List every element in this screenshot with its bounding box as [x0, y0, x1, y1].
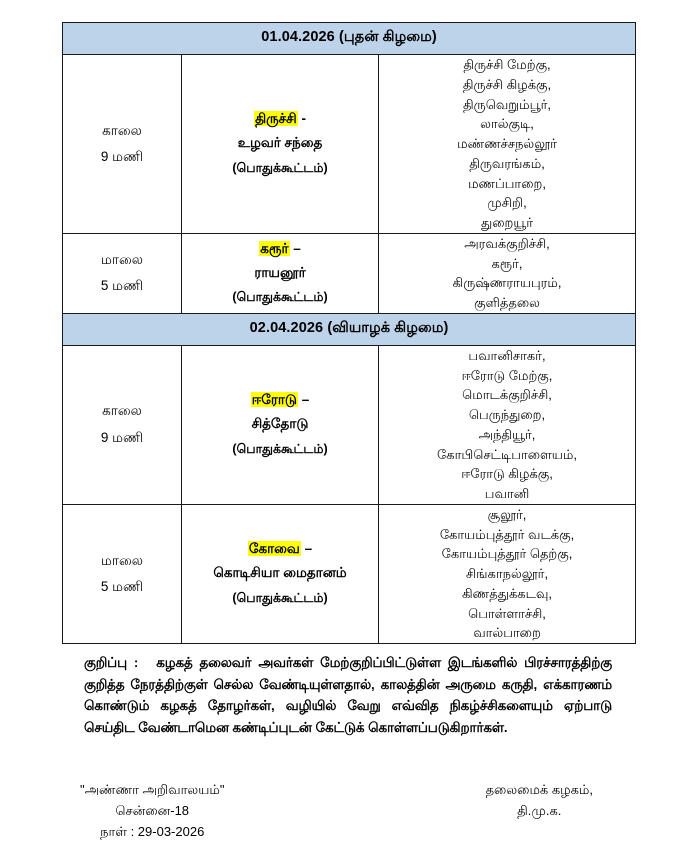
footer-building-name: "அண்ணா அறிவாலயம்" [80, 782, 225, 797]
table-row [63, 233, 636, 313]
venue-city-highlight: திருச்சி [255, 111, 297, 127]
constituency-item: திருவெறும்பூர், [463, 96, 552, 112]
venue-cell [182, 345, 379, 504]
constituency-item: பொள்ளாச்சி, [468, 605, 546, 621]
venue-city-line [182, 109, 378, 130]
venue-cell [182, 233, 379, 313]
constituency-item: மொடக்குறிச்சி, [462, 387, 552, 403]
venue-city-highlight: கோவை [248, 541, 300, 557]
footer-party-name: தி.மு.க. [517, 802, 562, 818]
schedule-table-body [63, 23, 636, 644]
time-period: மாலை [101, 251, 143, 267]
date-header-cell: 01.04.2026 (புதன் கிழமை) [63, 23, 636, 55]
table-row [63, 55, 636, 234]
venue-city-highlight: ஈரோடு [251, 392, 297, 408]
venue-meeting-type: (பொதுக்கூட்டம்) [232, 161, 328, 176]
constituency-item: திருச்சி கிழக்கு, [462, 76, 552, 92]
venue-city-line [182, 239, 378, 260]
footer-city: சென்னை-18 [115, 802, 190, 818]
campaign-schedule-table [62, 22, 636, 644]
constituency-item: அரவக்குறிச்சி, [464, 235, 550, 251]
document-footer [62, 780, 635, 842]
date-header-cell: 02.04.2026 (வியாழக் கிழமை) [63, 313, 636, 345]
venue-meeting-type: (பொதுக்கூட்டம்) [232, 290, 328, 305]
constituency-item: பவானிசாகர், [468, 347, 546, 363]
venue-meeting-type: (பொதுக்கூட்டம்) [232, 591, 328, 606]
venue-dash: – [297, 392, 310, 408]
constituency-item: கிணத்துக்கடவு, [462, 585, 552, 601]
venue-city-line [182, 539, 378, 560]
footer-org-block [486, 780, 635, 822]
venue-dash: - [297, 111, 306, 127]
venue-place: ராயனூர் [254, 264, 306, 280]
venue-cell [182, 504, 379, 643]
constituency-item: குளித்தலை [474, 295, 540, 310]
constituency-item: திருச்சி மேற்கு, [463, 57, 551, 72]
table-row [63, 504, 636, 643]
time-period: மாலை [101, 552, 143, 568]
time-cell [63, 233, 182, 313]
constituency-item: முசிறி, [487, 195, 527, 211]
table-row [63, 345, 636, 504]
constituency-item: கிருஷ்ணராயபுரம், [452, 275, 562, 291]
constituency-item: கரூர், [491, 255, 523, 271]
constituency-item: ஈரோடு மேற்கு, [461, 367, 553, 383]
constituency-item: லால்குடி, [480, 116, 534, 132]
venue-city-highlight: கரூர் [260, 240, 289, 256]
time-cell [63, 55, 182, 234]
venue-place: சித்தோடு [251, 416, 309, 432]
constituency-item: பவானி [484, 486, 530, 501]
constituency-item: சூலூர், [487, 506, 527, 522]
constituency-item: வால்பாறை [473, 625, 541, 641]
constituency-item: மணப்பாறை, [468, 175, 546, 191]
constituency-item: அந்தியூர், [478, 426, 536, 442]
footer-headquarters: தலைமைக் கழகம், [485, 782, 593, 797]
time-cell [63, 345, 182, 504]
time-period: காலை [102, 403, 142, 419]
constituency-list-cell [379, 55, 636, 234]
time-hour: 9 மணி [100, 429, 144, 445]
note-label: குறிப்பு : [84, 655, 139, 670]
time-period: காலை [102, 122, 142, 138]
date-header-row [63, 313, 636, 345]
venue-dash: – [289, 240, 301, 256]
constituency-list-cell [379, 233, 636, 313]
note-paragraph [84, 652, 612, 738]
constituency-list-cell [379, 504, 636, 643]
venue-dash: – [300, 541, 313, 557]
venue-city-line [182, 390, 378, 411]
constituency-item: துறையூர் [480, 215, 534, 230]
constituency-item: மண்ணச்சநல்லூர் [457, 136, 557, 151]
footer-address-block [62, 780, 224, 842]
time-hour: 9 மணி [100, 148, 144, 164]
constituency-list-cell [379, 345, 636, 504]
constituency-item: கோயம்புத்தூர் தெற்கு, [441, 546, 573, 562]
note-body: கழகத் தலைவர் அவர்கள் மேற்குறிப்பிட்டுள்ள இடங்களில் பிரச்சாரத்திற்கு குறித்த நேரத்திற்குள் செல்ல வேண்டியுள்ளதால், காலத்தின் அருமை கருதி, எக்காரணம் கொண்டும் கழகத் தோழர்கள், வழியில் வேறு எவ்வித நிகழ்ச்சிகளையும் ஏற்பாடு செய்திட வேண்டாமென கண்டிப்புடன் கேட்டுக் கொள்ளப்படுகிறார்கள். [84, 655, 612, 735]
venue-cell [182, 55, 379, 234]
constituency-item: பெருந்துறை, [468, 407, 546, 422]
date-header-row [63, 23, 636, 55]
constituency-item: ஈரோடு கிழக்கு, [461, 466, 553, 482]
venue-place: கொடிசியா மைதானம் [213, 565, 347, 581]
constituency-item: கோபிசெட்டிபாளையம், [437, 446, 577, 462]
footer-date: நாள் : 29-03-2026 [100, 823, 205, 839]
time-hour: 5 மணி [100, 278, 144, 294]
venue-meeting-type: (பொதுக்கூட்டம்) [232, 441, 328, 456]
venue-place: உழவர் சந்தை [237, 135, 323, 151]
constituency-item: திருவரங்கம், [469, 155, 545, 171]
time-cell [63, 504, 182, 643]
time-hour: 5 மணி [100, 578, 144, 594]
constituency-item: சிங்காநல்லூர், [465, 566, 549, 581]
constituency-item: கோயம்புத்தூர் வடக்கு, [439, 526, 575, 542]
